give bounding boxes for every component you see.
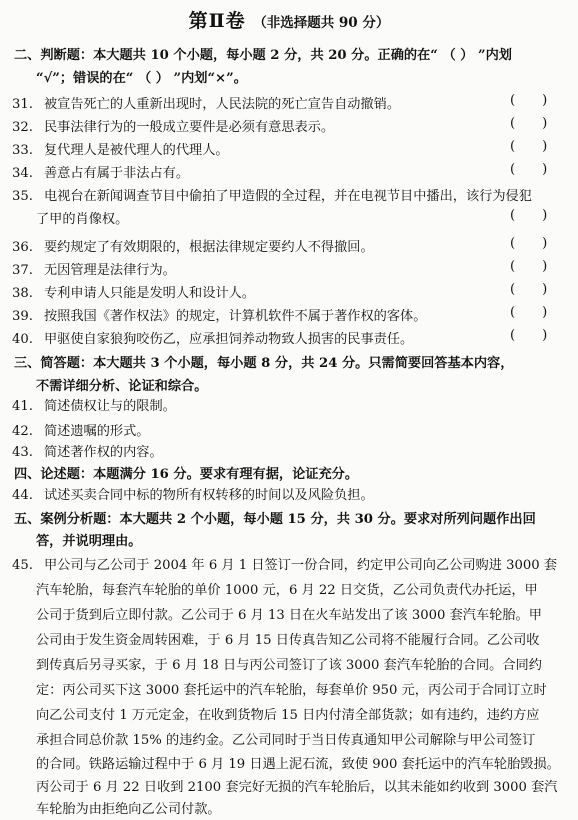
question-39: 39. 按照我国《著作权法》的规定，计算机软件不属于著作权的客体。 <box>12 309 427 324</box>
answer-paren-31: () <box>510 93 575 108</box>
answer-paren-35: () <box>510 208 575 223</box>
section-3-instruction-cont: 不需详细分析、论证和综合。 <box>36 379 208 394</box>
question-44: 44. 试述买卖合同中标的物所有权转移的时间以及风险负担。 <box>12 488 374 503</box>
case-line-5: 到传真后另寻买家，于 6 月 18 日与丙公司签订了该 3000 套汽车轮胎的合同。合同约 <box>36 658 542 673</box>
section-2-heading: 二、判断题：本大题共 10 个小题，每小题 2 分，共 20 分。正确的在“ （ ） ”内划 <box>14 48 512 63</box>
section-4-heading: 四、论述题：本题满分 16 分。要求有理有据，论证充分。 <box>14 467 359 482</box>
case-line-4: 公司由于发生资金周转困难，于 6 月 15 日传真告知乙公司将不能履行合同。乙公司收 <box>36 633 540 648</box>
question-32: 32. 民事法律行为的一般成立要件是必须有意思表示。 <box>12 120 335 135</box>
section-3-heading: 三、简答题：本大题共 3 个小题，每小题 8 分，共 24 分。只需简要回答基本内容， <box>14 356 514 371</box>
case-line-11: 车轮胎为由拒绝向乙公司付款。 <box>36 802 221 817</box>
case-line-9: 的合同。铁路运输过程中于 6 月 19 日遇上泥石流，致使 900 套托运中的汽车轮胎毁损。 <box>36 757 560 772</box>
question-31: 31. 被宣告死亡的人重新出现时，人民法院的死亡宣告自动撤销。 <box>12 97 401 112</box>
answer-paren-32: () <box>510 116 575 131</box>
question-33: 33. 复代理人是被代理人的代理人。 <box>12 143 229 158</box>
answer-paren-36: () <box>510 236 575 251</box>
question-34: 34. 善意占有属于非法占有。 <box>12 166 190 181</box>
question-38: 38. 专利申请人只能是发明人和设计人。 <box>12 286 255 301</box>
volume-title-text: 第Ⅱ卷 <box>188 10 246 32</box>
answer-paren-37: () <box>510 259 575 274</box>
question-37: 37. 无因管理是法律行为。 <box>12 263 176 278</box>
question-36: 36. 要约规定了有效期限的，根据法律规定要约人不得撤回。 <box>12 240 374 255</box>
answer-paren-33: () <box>510 139 575 154</box>
question-43: 43. 简述著作权的内容。 <box>12 445 163 460</box>
section-2-instruction-cont: “√”；错误的在“ （ ） ”内划“×”。 <box>36 71 247 86</box>
answer-paren-39: () <box>510 305 575 320</box>
section-5-instruction-cont: 答，并说明理由。 <box>36 534 142 549</box>
answer-paren-40: () <box>510 328 575 343</box>
section-5-heading: 五、案例分析题：本大题共 2 个小题，每小题 15 分，共 30 分。要求对所列问题作出回 <box>14 512 536 527</box>
case-line-10: 丙公司于 6 月 22 日收到 2100 套完好无损的汽车轮胎后，以其未能如约收到 3000 套汽 <box>36 780 558 795</box>
case-line-8: 承担合同总价款 15% 的违约金。乙公司同时于当日传真通知甲公司解除与甲公司签订 <box>36 733 536 748</box>
question-35: 35. 电视台在新闻调查节目中偷拍了甲造假的全过程，并在电视节目中播出，该行为侵犯 <box>12 189 532 204</box>
case-line-2: 汽车轮胎，每套汽车轮胎的单价 1000 元，6 月 22 日交货，乙公司负责代办托运，甲 <box>36 583 538 598</box>
case-line-6: 定：丙公司买下这 3000 套托运中的汽车轮胎，每套单价 950 元，丙公司于合同订立时 <box>36 683 547 698</box>
question-40: 40. 甲驱使自家狼狗咬伤乙，应承担饲养动物致人损害的民事责任。 <box>12 332 414 347</box>
question-41: 41. 简述债权让与的限制。 <box>12 399 176 414</box>
question-42: 42. 简述遗嘱的形式。 <box>12 424 150 439</box>
question-45: 45. 甲公司与乙公司于 2004 年 6 月 1 日签订一份合同，约定甲公司向乙公司购进 3000 套 <box>12 558 558 573</box>
answer-paren-38: () <box>510 282 575 297</box>
case-line-7: 向乙公司支付 1 万元定金，在收到货物后 15 日内付清全部货款；如有违约，违约方应 <box>36 708 540 723</box>
volume-title <box>0 6 578 33</box>
question-35-cont: 了甲的肖像权。 <box>36 212 129 227</box>
case-line-3: 公司于货到后立即付款。乙公司于 6 月 13 日在火车站发出了该 3000 套汽车轮胎。甲 <box>36 608 542 623</box>
volume-subtitle: （非选择题共 90 分） <box>253 15 390 31</box>
answer-paren-34: () <box>510 162 575 177</box>
